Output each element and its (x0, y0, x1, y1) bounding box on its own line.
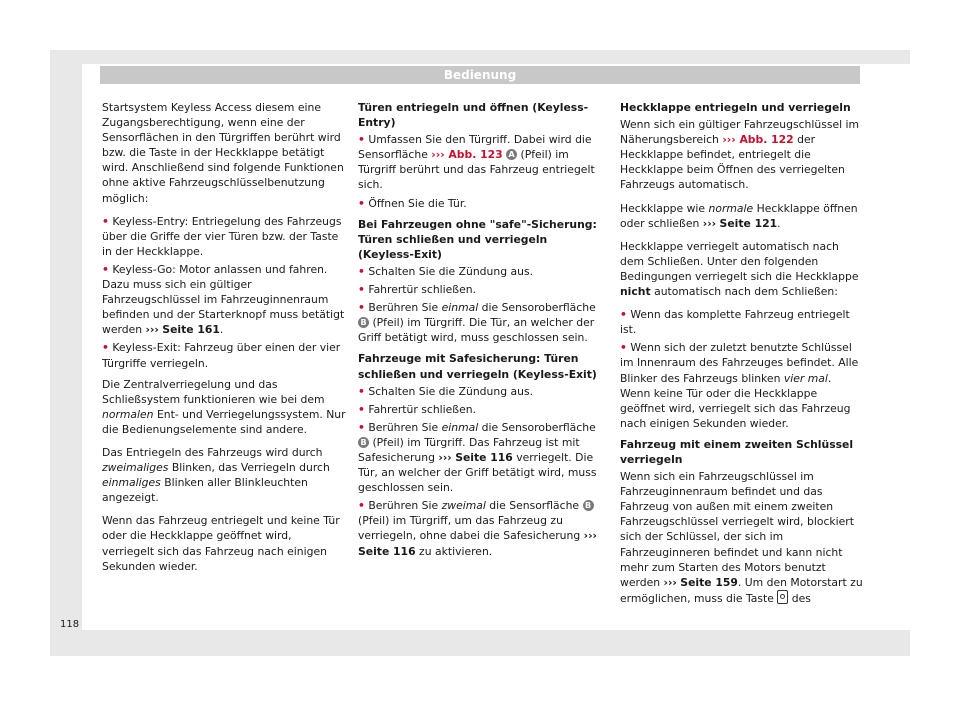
page-number: 118 (60, 619, 80, 630)
page-reference-link[interactable]: Seite 159 (680, 575, 738, 589)
bullet-icon: • (620, 341, 627, 355)
text: Schalten Sie die Zündung aus. (368, 384, 534, 398)
paragraph: Wenn das Fahrzeug entriegelt und keine Tür oder die Heckklappe geöffnet wird, verriegelt sich das Fahrzeug nach einigen Sekunden wieder. (102, 514, 340, 573)
bullet-list (358, 264, 602, 345)
paragraph (102, 445, 346, 505)
marker-badge: A (506, 149, 517, 160)
bullet-icon: • (102, 262, 109, 276)
bullet-list (358, 132, 602, 210)
list-item (102, 340, 346, 370)
page-reference-link[interactable]: Seite 116 (358, 544, 416, 558)
emphasis: normalen (102, 407, 154, 421)
text: Wenn das komplette Fahrzeug entriegelt ist. (620, 308, 850, 337)
column-2 (358, 100, 602, 565)
paragraph: Startsystem Keyless Access diesem eine Zugangsberechtigung, wenn eine der Sensorflächen in den Türgriffen berührt wird bzw. die Taste in der Heckklappe betätigt wird. Anschließend sind folgende Funktionen ohne aktive Fahrzeugschlüsselbenutzung möglich: (102, 101, 344, 205)
figure-reference-link[interactable]: ››› Abb. 123 (431, 148, 503, 162)
subheading: Fahrzeuge mit Safesicherung: Türen schließen und verriegeln (Keyless-Exit) (358, 352, 597, 381)
bold-text: nicht (620, 285, 651, 299)
list-item (102, 214, 346, 259)
text: (Pfeil) im Türgriff. Die Tür, an welcher der Griff betätigt wird, muss geschlossen sein. (358, 316, 595, 345)
list-item (358, 300, 602, 345)
list-item (358, 196, 602, 211)
bullet-list (102, 214, 346, 371)
text: (Pfeil) im Türgriff berührt und das Fahrzeug entriegelt sich. (358, 148, 595, 192)
bullet-icon: • (358, 133, 365, 147)
text: (Pfeil) im Türgriff, um das Fahrzeug zu verriegeln, ohne dabei die Safesicherung (358, 514, 581, 543)
marker-badge: B (583, 500, 594, 511)
list-item-text: Keyless-Exit: Fahrzeug über einen der vier Türgriffe verriegeln. (102, 341, 341, 370)
bullet-icon: • (102, 214, 109, 228)
list-item (358, 264, 602, 279)
paragraph (620, 239, 864, 299)
text: Wenn sich ein gültiger Fahrzeugschlüssel im Näherungsbereich (620, 118, 860, 147)
text: . Um den Motorstart zu ermöglichen, muss die Taste (620, 575, 863, 605)
bullet-list (620, 307, 864, 431)
text: Heckklappe öffnen oder schließen (620, 201, 858, 230)
text: Wenn sich ein Fahrzeugschlüssel im Fahrzeuginnenraum befindet und das Fahrzeug von außen mit einem zweiten Fahrzeugschlüssel verriegelt wird, blockiert sich der Schlüssel, der sich im Fahrzeuginneren befindet und kann nicht mehr zum Starten des Motors benutzt werden (620, 470, 854, 589)
figure-reference-link[interactable]: ››› Abb. 122 (722, 133, 794, 147)
bullet-icon: • (358, 196, 365, 210)
list-item (620, 307, 864, 337)
list-item (358, 132, 602, 192)
subheading: Türen entriegeln und öffnen (Keyless-Entry) (358, 101, 589, 130)
paragraph (620, 117, 864, 192)
subheading: Fahrzeug mit einem zweiten Schlüssel verriegeln (620, 437, 854, 466)
text: die Sensoroberfläche (481, 420, 596, 434)
emphasis: einmal (441, 420, 479, 434)
subheading: Heckklappe entriegeln und verriegeln (620, 101, 851, 114)
list-item (358, 402, 602, 417)
emphasis: einmaliges (102, 476, 161, 490)
bullet-list (358, 384, 602, 559)
list-item (620, 340, 864, 431)
paragraph (102, 377, 346, 437)
paragraph (620, 469, 864, 606)
text: Das Entriegeln des Fahrzeugs wird durch (102, 445, 323, 459)
arrow-icon: ››› (702, 216, 717, 230)
section-header: Bedienung (100, 66, 860, 84)
list-item-text: Keyless-Entry: Entriegelung des Fahrzeugs über die Griffe der vier Türen bzw. der Taste in der Heckklappe. (102, 214, 342, 258)
list-item (358, 384, 602, 399)
column-1 (102, 100, 346, 582)
text: Die Zentralverriegelung und das Schließsystem funktionieren wie bei dem (102, 377, 325, 406)
text: Wenn sich der zuletzt benutzte Schlüssel im Innenraum des Fahrzeuges befindet. Alle Blinker des Fahrzeugs blinken (620, 341, 859, 385)
text: Öffnen Sie die Tür. (368, 196, 467, 210)
arrow-icon: ››› (663, 575, 677, 589)
list-item: • Keyless-Go: Motor anlassen und fahren. Dazu muss sich ein gültiger Fahrzeugschlüssel im Fahrzeuginnenraum befinden und der Starterknopf muss betätigt werden ››› Seite 161. (102, 262, 345, 337)
ref-text: Abb. 123 (448, 148, 503, 162)
text: (Pfeil) im Türgriff. Das Fahrzeug ist mit Safesicherung (358, 435, 580, 464)
text: der Heckklappe befindet, entriegelt die Heckklappe beim Öffnen des verriegelten Fahrzeugs automatisch. (620, 133, 845, 192)
list-item-text: Keyless-Go: Motor anlassen und fahren. Dazu muss sich ein gültiger Fahrzeugschlüssel im Fahrzeuginnenraum befinden und der Starterknopf muss betätigt werden (102, 262, 345, 337)
text: Heckklappe wie (620, 201, 706, 215)
paragraph: Heckklappe wie normale Heckklappe öffnen oder schließen ››› Seite 121. (620, 201, 858, 230)
text: Umfassen Sie den Türgriff. Dabei wird die Sensorfläche (358, 133, 592, 162)
ref-text: Abb. 122 (739, 133, 794, 147)
bullet-icon: • (620, 308, 627, 322)
bullet-icon: • (358, 402, 365, 416)
arrow-icon: ››› (583, 529, 597, 543)
text: automatisch nach dem Schließen: (654, 285, 838, 299)
text: Berühren Sie (368, 420, 439, 434)
emphasis: zweimaliges (102, 461, 169, 475)
arrow-icon: ››› (438, 450, 452, 464)
marker-badge: B (358, 317, 369, 328)
column-3 (620, 100, 864, 614)
emphasis: normale (708, 201, 754, 215)
text: verriegelt. Die Tür, an welcher der Griff betätigt wird, muss geschlossen sein. (358, 450, 597, 495)
emphasis: einmal (441, 301, 479, 315)
emphasis: vier mal (783, 371, 828, 385)
bullet-icon: • (358, 283, 365, 297)
list-item (358, 420, 602, 495)
text: Berühren Sie (368, 301, 439, 315)
subheading: Bei Fahrzeugen ohne "safe"-Sicherung: Türen schließen und verriegeln (Keyless-Exit) (358, 217, 597, 261)
bullet-icon: • (102, 341, 109, 355)
text: des (791, 591, 811, 605)
text: Blinken, das Verriegeln durch (171, 461, 330, 475)
bullet-icon: • (358, 384, 365, 398)
page-reference-link[interactable]: Seite 116 (455, 450, 513, 464)
text: die Sensorfläche (489, 499, 580, 513)
text: Fahrertür schließen. (368, 283, 477, 297)
page-reference-link[interactable]: Seite 121 (719, 216, 778, 230)
arrow-icon: ››› (145, 323, 159, 337)
bullet-icon: • (358, 499, 365, 513)
text: Fahrertür schließen. (368, 402, 477, 416)
text: Heckklappe verriegelt automatisch nach dem Schließen. Unter den folgenden Bedingungen verriegelt sich die Heckklappe (620, 239, 859, 283)
text: Schalten Sie die Zündung aus. (368, 264, 534, 278)
text: zu aktivieren. (419, 544, 493, 558)
bullet-icon: • (358, 264, 365, 278)
start-button-icon (777, 590, 788, 604)
emphasis: zweimal (441, 499, 486, 513)
page-reference-link[interactable]: Seite 161 (162, 323, 220, 337)
marker-badge: B (358, 437, 369, 448)
text: Blinken aller Blinkleuchten angezeigt. (102, 476, 308, 505)
list-item (358, 282, 602, 297)
bullet-icon: • (358, 420, 365, 434)
text: Ent- und Verriegelungssystem. Nur die Bedienungselemente sind andere. (102, 407, 346, 436)
text: . Wenn keine Tür oder die Heckklappe geöffnet wird, verriegelt sich das Fahrzeug nach einigen Sekunden wieder. (620, 371, 851, 430)
text: Berühren Sie (368, 499, 439, 513)
list-item (358, 498, 602, 558)
text: die Sensoroberfläche (481, 301, 596, 315)
bullet-icon: • (358, 301, 365, 315)
